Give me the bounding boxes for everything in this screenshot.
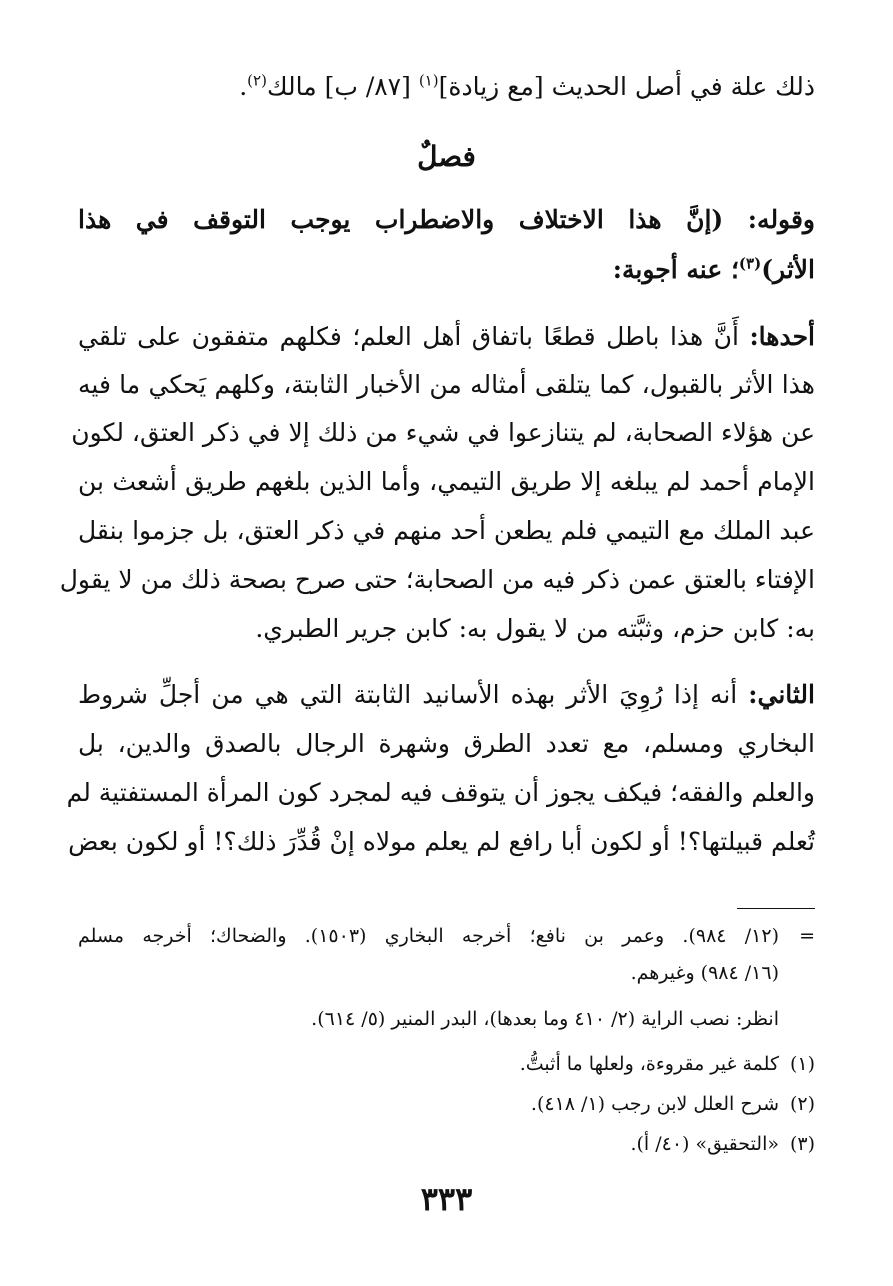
footnote-ref-2: (٢) bbox=[247, 71, 267, 90]
para2-line-6: الإفتاء بالعتق عمن ذكر فيه من الصحابة؛ حتى صرح بصحة ذلك من لا يقول bbox=[59, 565, 815, 594]
para2-line-2: هذا الأثر بالقبول، كما يتلقى أمثاله من الأخبار الثابتة، وكلهم يَحكي ما فيه bbox=[78, 370, 815, 399]
para2-line-3: عن هؤلاء الصحابة، لم يتنازعوا في شيء من ذلك إلا في ذكر العتق، لكون bbox=[71, 418, 815, 447]
footnote-ref-3: (٣) bbox=[738, 254, 762, 273]
footnote-continued-line-1: =(١٢/ ٩٨٤). وعمر بن نافع؛ أخرجه البخاري (١٥٠٣). والضحاك؛ أخرجه مسلم bbox=[78, 925, 815, 947]
para3-line-4: تُعلم قبيلتها؟! أو لكون أبا رافع لم يعلم مولاه إنْ قُدِّرَ ذلك؟! أو لكون بعض bbox=[68, 827, 815, 856]
section-heading: فصلٌ bbox=[417, 140, 476, 173]
page-body bbox=[59, 0, 815, 1286]
text-line-1: ذلك علة في أصل الحديث [مع زيادة]$^{(١)}$ [٨٧/ ب] مالك$^{(٢)}$. bbox=[239, 71, 815, 101]
footnote-1: (١)كلمة غير مقروءة، ولعلها ما أثبتُّ. bbox=[519, 1053, 815, 1075]
footnote-2: (٢)شرح العلل لابن رجب (١/ ٤١٨). bbox=[530, 1093, 815, 1115]
para2-line-4: الإمام أحمد لم يبلغه إلا طريق التيمي، وأما الذين بلغهم طريق أشعث بن bbox=[78, 467, 815, 496]
para2-line-7: به: كابن حزم، وثبَّته من لا يقول به: كابن جرير الطبري. bbox=[255, 614, 815, 643]
para2-line-5: عبد الملك مع التيمي فلم يطعن أحد منهم في ذكر العتق، بل جزموا بنقل bbox=[78, 516, 815, 545]
continuation-marker: = bbox=[799, 925, 815, 947]
para1-line-2: الأثر)$^{(٣)}$؛ عنه أجوبة: bbox=[612, 254, 815, 284]
para1-line-1: وقوله: (إنَّ هذا الاختلاف والاضطراب يوجب التوقف في هذا bbox=[78, 205, 815, 234]
footnote-separator bbox=[737, 908, 815, 909]
page-number: ٣٣٣ bbox=[420, 1180, 473, 1218]
footnote-3: (٣)«التحقيق» (٤٠/ أ). bbox=[630, 1133, 815, 1155]
footnote-continued-line-2: (١٦/ ٩٨٤) وغيرهم. bbox=[630, 962, 779, 984]
para2-lead: أحدها: bbox=[749, 322, 815, 351]
para3-line-3: والعلم والفقه؛ فيكف يجوز أن يتوقف فيه لمجرد كون المرأة المستفتية لم bbox=[66, 778, 815, 807]
footnote-ref-1: (١) bbox=[418, 71, 439, 90]
para2-line-1: أحدها: أَنَّ هذا باطل قطعًا باتفاق أهل العلم؛ فكلهم متفقون على تلقي bbox=[78, 322, 815, 351]
para3-line-2: البخاري ومسلم، مع تعدد الطرق وشهرة الرجال بالصدق والدين، بل bbox=[78, 729, 815, 758]
para3-lead: الثاني: bbox=[748, 680, 815, 709]
para3-line-1: الثاني: أنه إذا رُوِيَ الأثر بهذه الأسانيد الثابتة التي هي من أجلِّ شروط bbox=[78, 680, 815, 709]
footnote-continued-line-3: انظر: نصب الراية (٢/ ٤١٠ وما بعدها)، البدر المنير (٥/ ٦١٤). bbox=[311, 1008, 779, 1030]
